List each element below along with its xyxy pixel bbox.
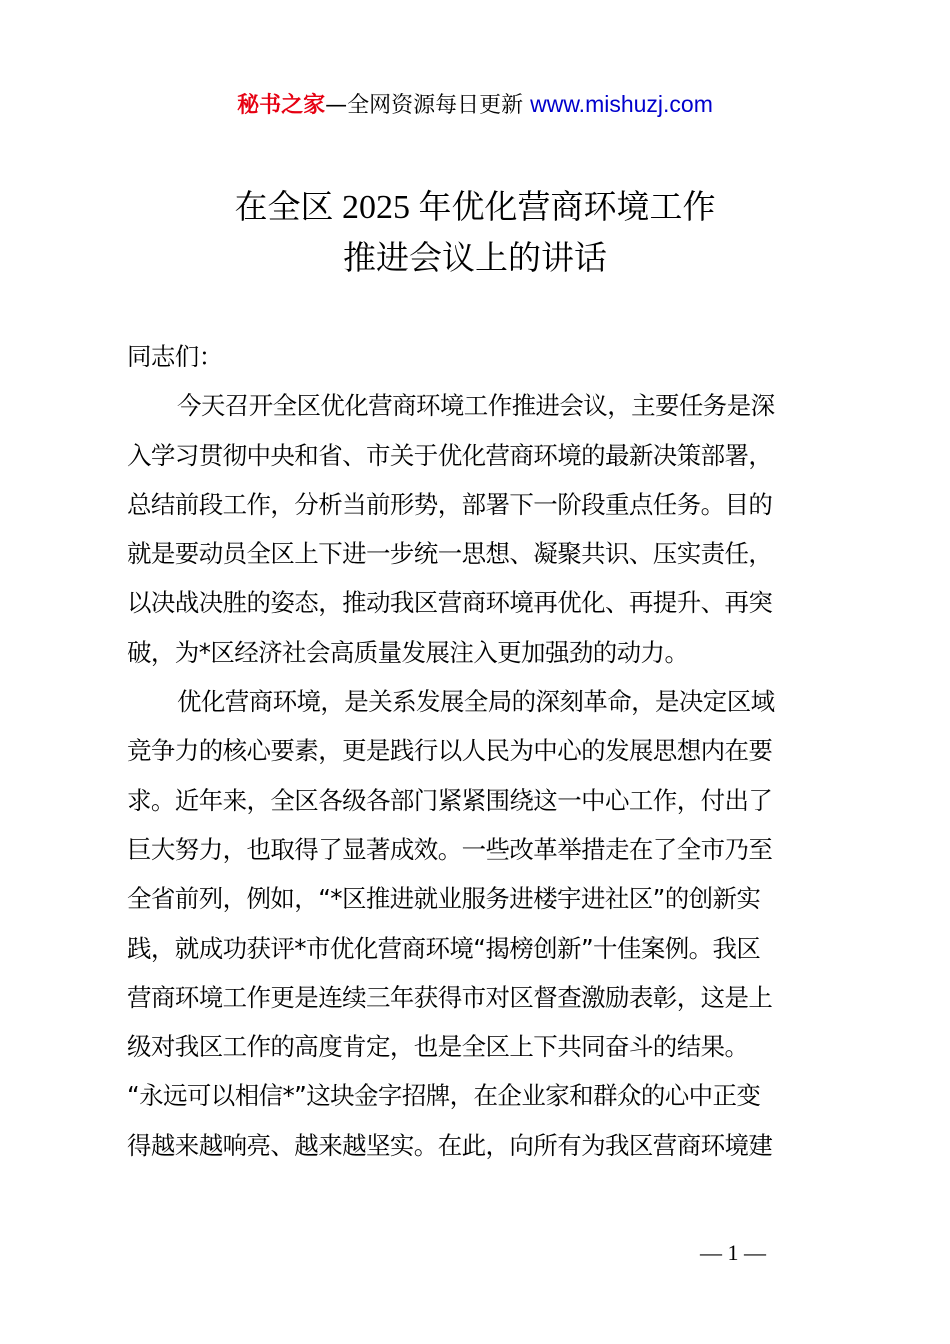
- text-line: 巨大努力，也取得了显著成效。一些改革举措走在了全市乃至: [127, 834, 773, 864]
- text-line: 以决战决胜的姿态，推动我区营商环境再优化、再提升、再突: [127, 588, 773, 618]
- paragraph-2: [127, 682, 837, 1175]
- paragraph-1: [127, 386, 837, 682]
- text-line: 得越来越响亮、越来越坚实。在此，向所有为我区营商环境建: [127, 1130, 773, 1160]
- text-line: 级对我区工作的高度肯定，也是全区上下共同奋斗的结果。: [127, 1032, 749, 1062]
- site-header-banner: [0, 88, 950, 122]
- title-line-2: 推进会议上的讲话: [343, 238, 607, 277]
- text-line: 求。近年来，全区各级各部门紧紧围绕这一中心工作，付出了: [127, 785, 773, 815]
- text-line: 全省前列，例如，“*区推进就业服务进楼宇进社区”的创新实: [127, 884, 761, 914]
- salutation: 同志们：: [127, 342, 223, 371]
- document-title: [0, 182, 950, 283]
- title-line-1-suffix: 年优化营商环境工作: [418, 187, 716, 226]
- text-line: 总结前段工作，分析当前形势，部署下一阶段重点任务。目的: [127, 489, 773, 519]
- title-line-1-prefix: 在全区: [234, 187, 334, 226]
- title-year: 2025: [333, 189, 419, 226]
- site-url-link[interactable]: www.mishuzj.com: [530, 91, 713, 117]
- text-line: 践，就成功获评*市优化营商环境“揭榜创新”十佳案例。我区: [127, 933, 761, 963]
- text-line: “永远可以相信*”这块金字招牌，在企业家和群众的心中正变: [127, 1081, 761, 1111]
- page-number: — 1 —: [700, 1240, 766, 1265]
- text-line: 入学习贯彻中央和省、市关于优化营商环境的最新决策部署，: [127, 440, 773, 470]
- header-tagline: —全网资源每日更新: [325, 93, 524, 118]
- text-line: 竞争力的核心要素，更是践行以人民为中心的发展思想内在要: [127, 736, 773, 766]
- brand-name: 秘书之家: [237, 93, 326, 118]
- text-line: 就是要动员全区上下进一步统一思想、凝聚共识、压实责任，: [127, 539, 773, 569]
- text-line: 破，为*区经济社会高质量发展注入更加强劲的动力。: [127, 637, 689, 667]
- text-line: 今天召开全区优化营商环境工作推进会议，主要任务是深: [177, 391, 775, 421]
- text-line: 营商环境工作更是连续三年获得市对区督查激励表彰，这是上: [127, 982, 773, 1012]
- document-body: [127, 337, 837, 1175]
- text-line: 优化营商环境，是关系发展全局的深刻革命，是决定区域: [177, 687, 775, 717]
- title-line-1: [0, 182, 950, 233]
